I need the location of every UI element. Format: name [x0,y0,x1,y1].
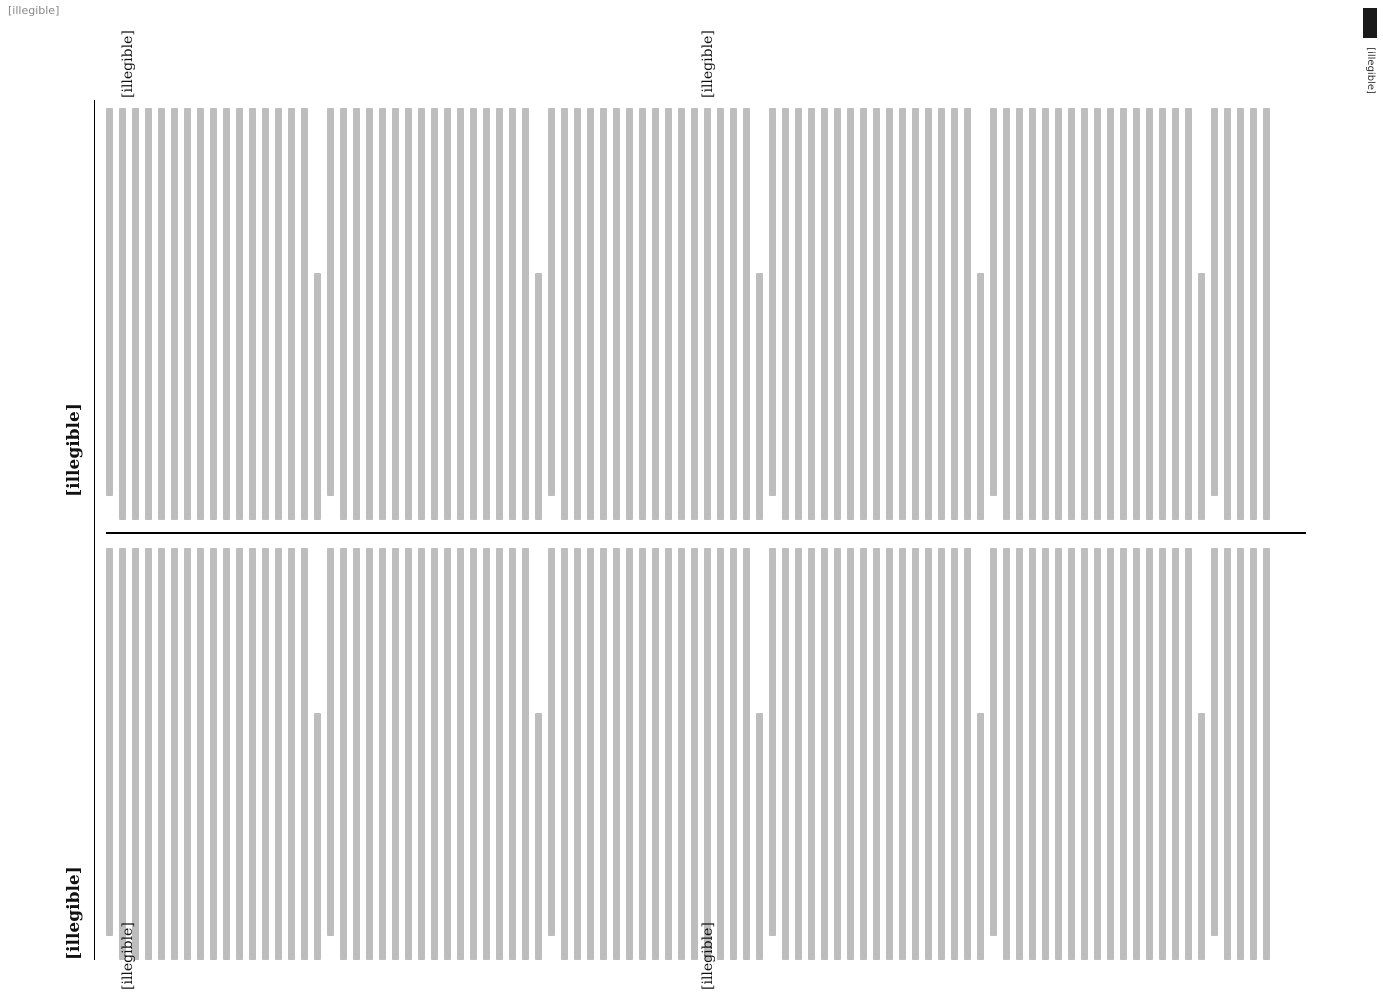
text-line-placeholder [236,548,243,960]
text-line-placeholder [925,108,932,520]
text-line-placeholder [678,108,685,520]
text-line-placeholder [431,108,438,520]
text-line-placeholder [964,108,971,520]
text-line-placeholder [665,548,672,960]
text-line-placeholder [548,548,555,936]
text-line-placeholder [730,548,737,960]
text-line-placeholder [782,108,789,520]
text-line-placeholder [1029,548,1036,960]
text-line-placeholder [1133,548,1140,960]
page-header [60,100,108,960]
text-line-placeholder [496,548,503,960]
text-line-placeholder [795,108,802,520]
text-line-placeholder [405,548,412,960]
text-line-placeholder [366,548,373,960]
text-line-placeholder [158,548,165,960]
text-line-placeholder [899,548,906,960]
text-line-placeholder [1185,108,1192,520]
text-line-placeholder [340,548,347,960]
text-line-placeholder [1120,108,1127,520]
text-line-placeholder [314,713,321,960]
text-line-placeholder [886,108,893,520]
text-line-placeholder [145,548,152,960]
text-line-placeholder [873,548,880,960]
text-line-placeholder [509,108,516,520]
page-number: [illegible] [64,866,84,960]
text-line-placeholder [652,548,659,960]
text-line-placeholder [626,108,633,520]
text-line-placeholder [847,548,854,960]
text-line-placeholder [392,548,399,960]
text-line-placeholder [392,108,399,520]
text-line-placeholder [639,548,646,960]
text-line-placeholder [704,108,711,520]
text-line-placeholder [223,108,230,520]
text-line-placeholder [769,108,776,496]
text-line-placeholder [522,548,529,960]
text-line-placeholder [1016,548,1023,960]
text-line-placeholder [171,108,178,520]
side-credit-text: [illegible] [1365,47,1376,94]
text-line-placeholder [340,108,347,520]
text-line-placeholder [379,108,386,520]
text-line-placeholder [1133,108,1140,520]
margin-letter-c: [illegible] [120,30,136,98]
margin-letter-a: [illegible] [120,922,136,990]
text-line-placeholder [912,108,919,520]
text-line-placeholder [470,548,477,960]
text-line-placeholder [158,108,165,520]
text-line-placeholder [184,108,191,520]
text-line-placeholder [1224,108,1231,520]
text-line-placeholder [197,548,204,960]
text-line-placeholder [1237,108,1244,520]
side-credit [1355,8,1377,708]
logo-icon [1363,8,1377,38]
text-column-left [106,548,1306,960]
placeholder-note: [illegible] [8,4,60,17]
text-line-placeholder [1029,108,1036,520]
text-line-placeholder [626,548,633,960]
text-line-placeholder [704,548,711,960]
text-line-placeholder [1263,108,1270,520]
header-divider [94,100,95,960]
text-line-placeholder [977,273,984,520]
text-line-placeholder [1185,548,1192,960]
text-line-placeholder [275,548,282,960]
text-line-placeholder [1263,548,1270,960]
text-line-placeholder [366,108,373,520]
text-line-placeholder [938,548,945,960]
text-line-placeholder [1107,548,1114,960]
text-line-placeholder [925,548,932,960]
text-line-placeholder [756,273,763,520]
text-line-placeholder [834,548,841,960]
text-line-placeholder [457,108,464,520]
text-line-placeholder [1055,548,1062,960]
text-line-placeholder [1146,108,1153,520]
text-line-placeholder [1055,108,1062,520]
text-line-placeholder [665,108,672,520]
text-line-placeholder [574,108,581,520]
margin-letter-b: [illegible] [700,922,716,990]
column-divider [106,532,1306,534]
page-title: [illegible] [64,403,84,497]
text-line-placeholder [1068,548,1075,960]
text-line-placeholder [327,548,334,936]
text-line-placeholder [496,108,503,520]
margin-letter-d: [illegible] [700,30,716,98]
text-line-placeholder [275,108,282,520]
text-line-placeholder [600,108,607,520]
text-line-placeholder [1107,108,1114,520]
text-line-placeholder [782,548,789,960]
document-page [60,30,1320,990]
text-line-placeholder [886,548,893,960]
text-line-placeholder [821,108,828,520]
text-line-placeholder [860,548,867,960]
text-line-placeholder [106,548,113,936]
text-line-placeholder [743,548,750,960]
text-line-placeholder [964,548,971,960]
text-line-placeholder [262,548,269,960]
text-line-placeholder [353,108,360,520]
text-line-placeholder [509,548,516,960]
text-line-placeholder [132,548,139,960]
text-line-placeholder [587,548,594,960]
text-line-placeholder [288,548,295,960]
text-line-placeholder [418,108,425,520]
text-line-placeholder [210,108,217,520]
text-line-placeholder [483,108,490,520]
text-line-placeholder [1003,548,1010,960]
text-line-placeholder [314,273,321,520]
text-line-placeholder [1237,548,1244,960]
text-line-placeholder [1159,548,1166,960]
text-line-placeholder [1146,548,1153,960]
text-line-placeholder [301,108,308,520]
text-line-placeholder [1172,108,1179,520]
text-line-placeholder [132,108,139,520]
text-line-placeholder [587,108,594,520]
text-line-placeholder [106,108,113,496]
text-line-placeholder [1250,108,1257,520]
text-line-placeholder [327,108,334,496]
text-line-placeholder [769,548,776,936]
text-line-placeholder [860,108,867,520]
text-line-placeholder [210,548,217,960]
text-line-placeholder [691,548,698,960]
text-line-placeholder [873,108,880,520]
text-line-placeholder [613,548,620,960]
text-line-placeholder [1198,273,1205,520]
text-line-placeholder [743,108,750,520]
text-line-placeholder [1081,108,1088,520]
text-line-placeholder [808,108,815,520]
text-line-placeholder [691,108,698,520]
text-line-placeholder [821,548,828,960]
text-line-placeholder [249,548,256,960]
text-line-placeholder [1172,548,1179,960]
text-line-placeholder [1224,548,1231,960]
text-line-placeholder [834,108,841,520]
text-line-placeholder [1042,548,1049,960]
text-line-placeholder [1003,108,1010,520]
text-line-placeholder [301,548,308,960]
text-line-placeholder [1016,108,1023,520]
text-line-placeholder [444,108,451,520]
text-line-placeholder [119,548,126,960]
text-line-placeholder [288,108,295,520]
text-line-placeholder [1159,108,1166,520]
text-line-placeholder [808,548,815,960]
text-line-placeholder [678,548,685,960]
text-line-placeholder [977,713,984,960]
text-line-placeholder [223,548,230,960]
text-line-placeholder [613,108,620,520]
text-line-placeholder [1094,108,1101,520]
text-line-placeholder [990,548,997,936]
text-line-placeholder [1081,548,1088,960]
text-line-placeholder [639,108,646,520]
text-line-placeholder [899,108,906,520]
text-line-placeholder [1198,713,1205,960]
text-line-placeholder [171,548,178,960]
text-column-right [106,108,1306,520]
text-line-placeholder [405,108,412,520]
text-line-placeholder [795,548,802,960]
text-line-placeholder [717,108,724,520]
text-line-placeholder [1042,108,1049,520]
text-line-placeholder [444,548,451,960]
text-line-placeholder [717,548,724,960]
text-line-placeholder [145,108,152,520]
text-line-placeholder [119,108,126,520]
text-line-placeholder [522,108,529,520]
text-line-placeholder [912,548,919,960]
text-line-placeholder [262,108,269,520]
text-line-placeholder [353,548,360,960]
text-line-placeholder [1250,548,1257,960]
text-line-placeholder [600,548,607,960]
text-line-placeholder [938,108,945,520]
text-line-placeholder [184,548,191,960]
text-line-placeholder [457,548,464,960]
text-line-placeholder [574,548,581,960]
text-line-placeholder [483,548,490,960]
text-line-placeholder [756,713,763,960]
text-line-placeholder [951,108,958,520]
text-line-placeholder [561,108,568,520]
text-line-placeholder [236,108,243,520]
text-line-placeholder [470,108,477,520]
text-line-placeholder [535,713,542,960]
text-line-placeholder [197,108,204,520]
text-line-placeholder [379,548,386,960]
text-line-placeholder [990,108,997,496]
text-line-placeholder [249,108,256,520]
text-line-placeholder [847,108,854,520]
text-line-placeholder [535,273,542,520]
text-line-placeholder [1211,108,1218,496]
text-line-placeholder [951,548,958,960]
text-line-placeholder [431,548,438,960]
text-line-placeholder [652,108,659,520]
text-line-placeholder [1068,108,1075,520]
text-line-placeholder [418,548,425,960]
text-line-placeholder [1211,548,1218,936]
text-line-placeholder [1094,548,1101,960]
text-line-placeholder [548,108,555,496]
text-line-placeholder [1120,548,1127,960]
text-line-placeholder [730,108,737,520]
text-line-placeholder [561,548,568,960]
